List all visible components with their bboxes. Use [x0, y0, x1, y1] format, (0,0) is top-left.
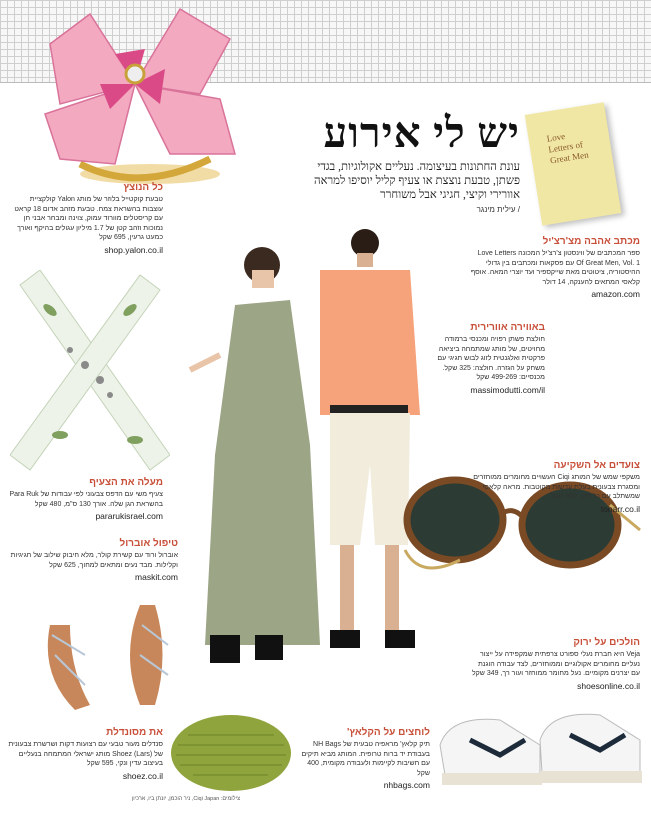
- book-illustration: [525, 102, 622, 225]
- item-overall: [8, 538, 178, 582]
- item-book: [470, 236, 640, 299]
- item-url[interactable]: nhbags.com: [383, 780, 430, 790]
- item-heading: טיפול אוברול: [119, 538, 178, 549]
- item-heading: הולכים על ירוק: [573, 637, 640, 648]
- item-body: ספר המכתבים של ווינסטון צ'רצ'יל המכונה Love Letters Of Great Men, Vol. 1 עם פסקאות ומכתבים בין גדולי ההיסטוריה, ציטוטים מאת שייקספיר ועד יוצרי המאה. אוסף קלאסי המתאים להענקה, 14 דולר: [470, 250, 640, 286]
- sandals-illustration: [30, 585, 190, 715]
- item-url[interactable]: pararukisrael.com: [95, 511, 163, 521]
- item-url[interactable]: massimodutti.com/il: [470, 384, 545, 395]
- page-title: יש לי אירוע: [323, 111, 520, 157]
- item-sneakers: [470, 637, 640, 691]
- item-body: משקפי שמש של המותג Ciqi העשויים מחומרים ממוחזרים ומסגרת צבעונית בעלת עדשות מקוטבות. מראה קלאסי שמשתלב עם כל לוק, 560 שקל: [473, 474, 640, 500]
- item-body: Veja היא חברת נעלי ספורט צרפתית שמקפידה על ייצור נעליים מחומרים אקולוגיים וממוחזרים, לצד עבודה הוגנת עם יצרנים מקומיים. נעל מחומר ממוחזר ועור רך, 349 שקל: [471, 651, 640, 677]
- item-heading: צועדים אל השקיעה: [553, 460, 640, 471]
- item-clutch: [300, 727, 430, 790]
- item-sunglasses: [470, 460, 640, 514]
- item-body: אוברול ורוד עם קשירת קולר, מלא חיבוק שילוב של חגיגיות וקלילות. מבד נעים ומתאים למחוך, 625 שקל: [10, 552, 178, 569]
- item-body: חולצת פשתן רפויה ומכנסי ברמודה מחויטים, של מותג שמתמחה ביציאה פרקטית ואלגנטית לזוג לבוש חגיגי עם משחק על הגזרה. חולצה: 325 שקל. מכנסיים: 499-269 שקל: [437, 336, 545, 381]
- item-url[interactable]: amazon.com: [591, 289, 640, 299]
- book-cover-text: Love Letters of Great Men: [545, 130, 590, 166]
- models-illustration: [180, 225, 440, 665]
- item-body: צעיף משי עם הדפס צבעוני לפי עבודות של Para Ruk בהשראת הגן שלה. אורך 130 ס"מ, 480 שקל: [9, 491, 163, 508]
- item-heading: מכתב אהבה מצ'רצ'יל: [542, 236, 640, 247]
- ring-illustration: [20, 4, 250, 189]
- item-body: תיק קלאץ' מראפיה טבעית של NH Bags בעבודת יד ברוח טרופית. המותג מביא תיקים עם חשיבות לקיימות ולעבודה מקומית, 400 שקל: [301, 741, 430, 777]
- item-scarf: [8, 477, 163, 521]
- item-body: טבעת קוקטייל בלוזר של מותג Yalon קולקציית עוצבות בהשראת צמח. טבעת מזהב אדום 18 קראט עם קריסטלים מוורוד עמוק, צוינה ומבחר אבני חן נמוכות וזהב קטן של 1.7 מיליון עגולים בהיקף ואורך כמעט גרעין, 695 שקל: [14, 196, 163, 241]
- item-url[interactable]: maskit.com: [135, 572, 178, 582]
- item-heading: לוחצים על הקלאץ': [346, 727, 430, 738]
- scarf-illustration: [10, 270, 170, 480]
- item-url[interactable]: shop.yalon.co.il: [104, 244, 163, 255]
- clutch-illustration: [168, 705, 294, 795]
- sneaker-illustration: [430, 695, 645, 795]
- item-outfit: [430, 322, 545, 395]
- intro-text: עונת החתונות בעיצומה. נעליים אקולוגיות, בגדי פשתן, טבעת נוצצת או צעיף קליל יוסיפו למראה אוורירי וקיצי, חגיגי אבל משוחרר: [314, 161, 520, 201]
- item-heading: באווירה אוורירית: [470, 322, 545, 333]
- item-heading: את מסונדלת: [106, 727, 163, 738]
- photo-credit: צילומים: Ciqi Japan, ניר הוכמן, יונתן ביו, ארכיון: [131, 796, 240, 802]
- item-heading: מעלה את הצעיף: [89, 477, 163, 488]
- item-heading: כל הנוצץ: [123, 182, 163, 193]
- item-url[interactable]: tonarr.co.il: [600, 503, 640, 514]
- byline: / עילית מינגר: [476, 205, 520, 214]
- item-url[interactable]: shoez.co.il: [122, 770, 163, 781]
- item-ring: [8, 182, 163, 255]
- item-url[interactable]: shoesonline.co.il: [577, 680, 640, 691]
- item-sandals: [8, 727, 163, 781]
- item-body: סנדלים מעור טבעי עם רצועות דקות ושרשרת צבעונית של Shoez (Lars) מותג ישראלי המתמחה בנעליים בעיצוב עדין ונקי, 595 שקל: [8, 741, 163, 767]
